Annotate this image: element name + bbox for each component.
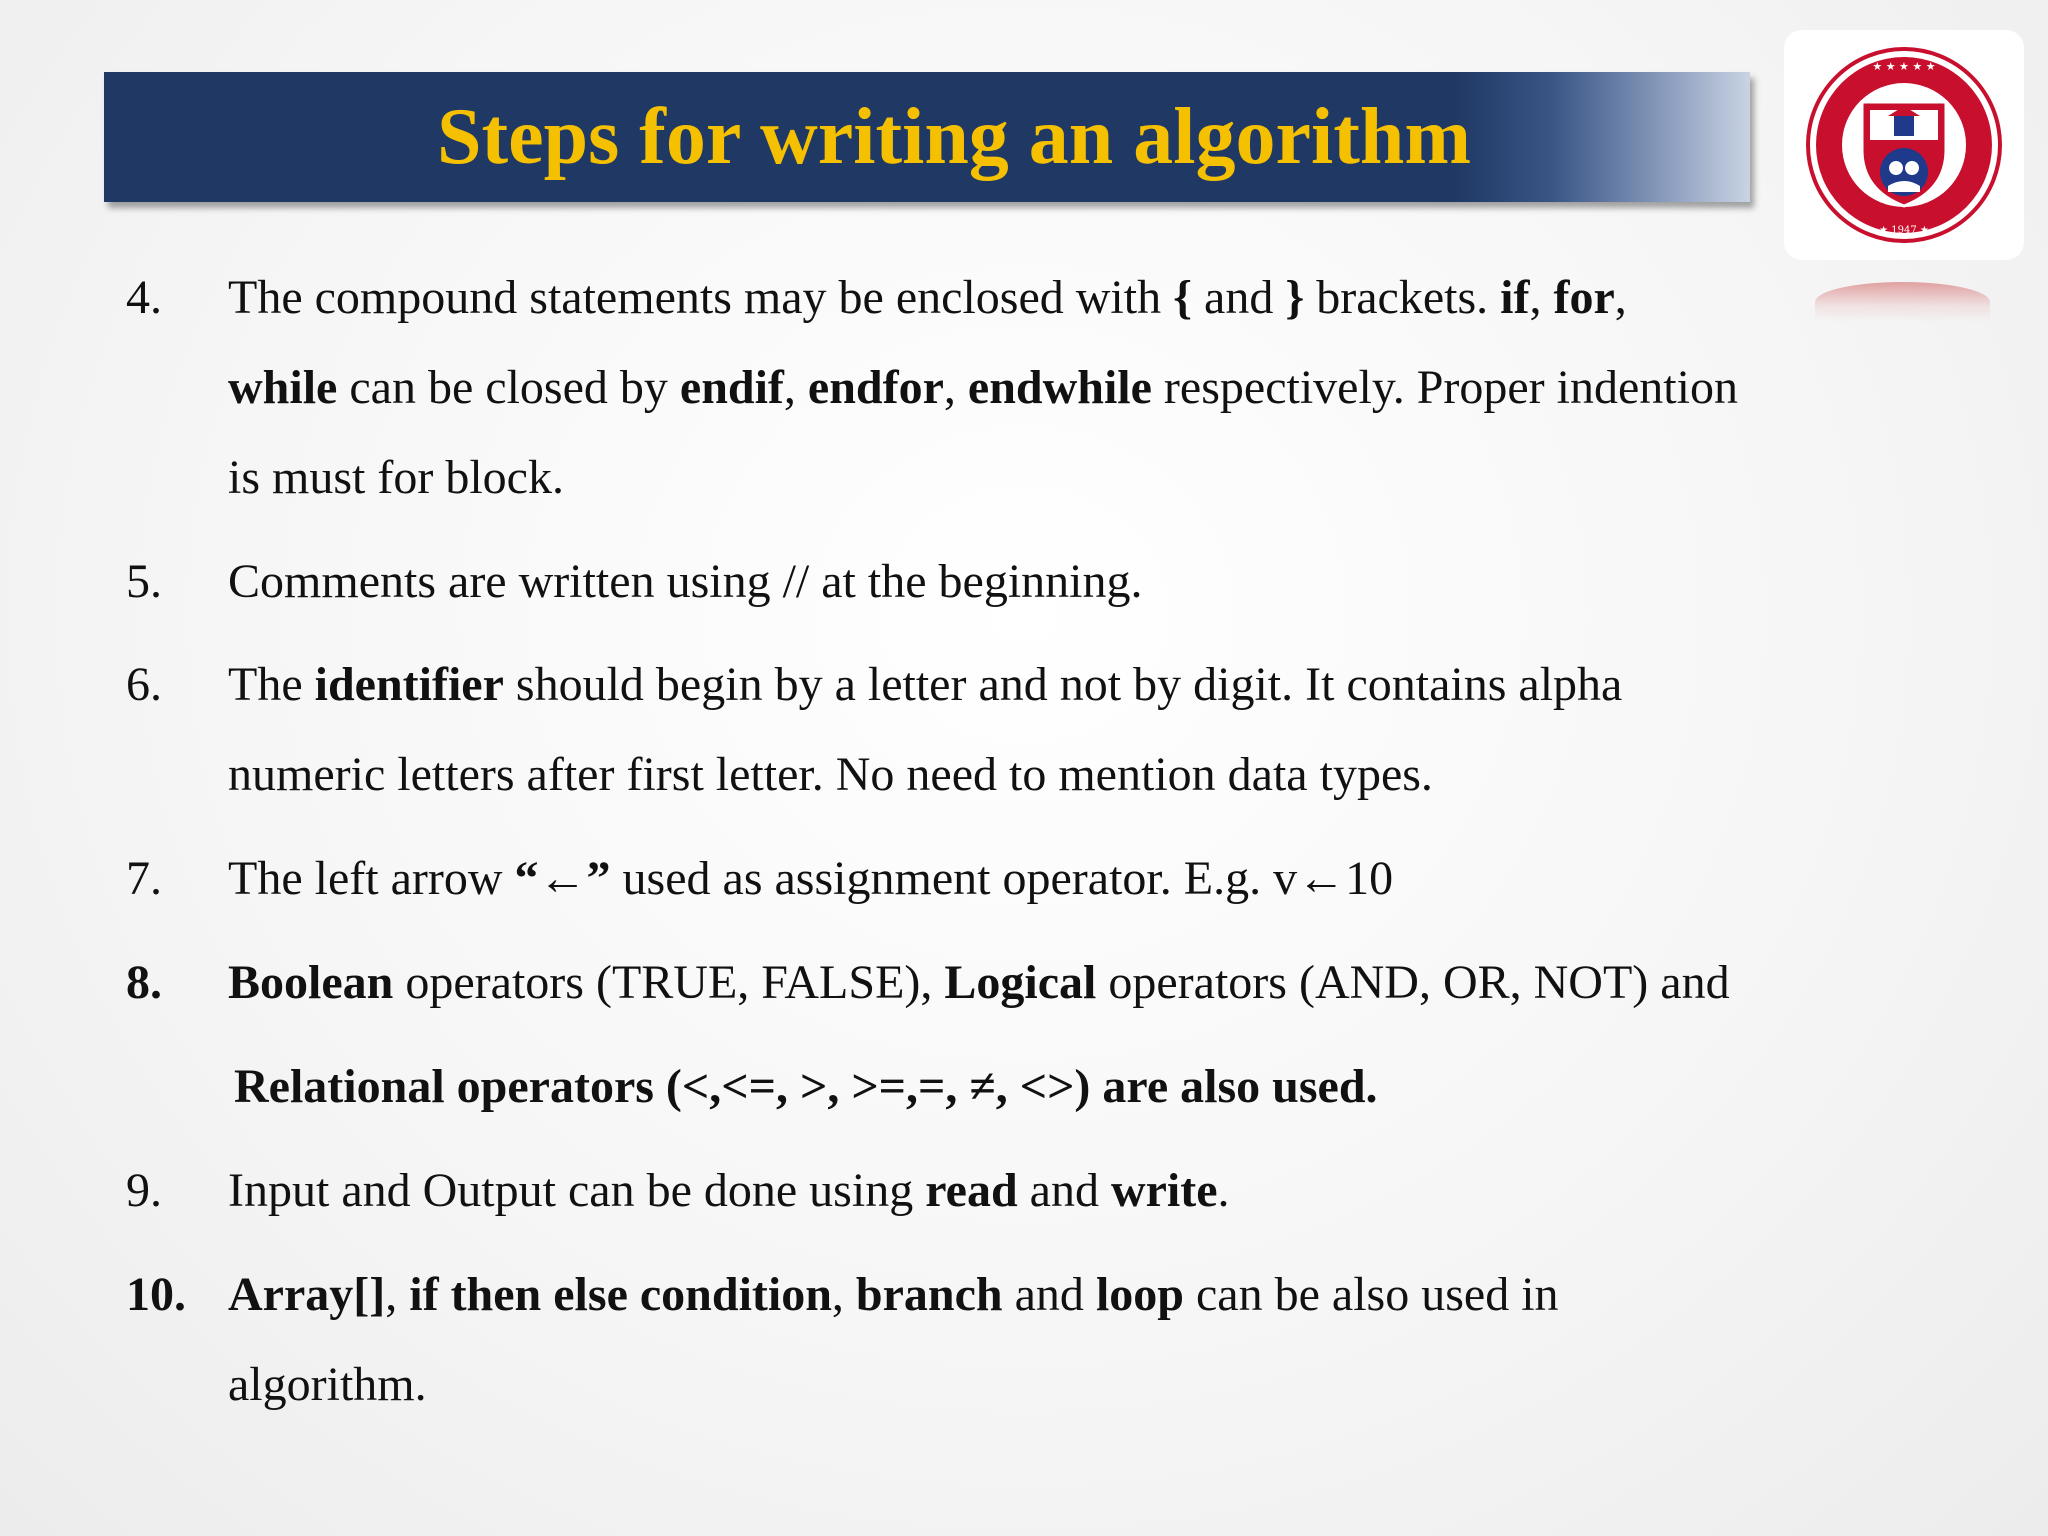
list-item-line	[228, 253, 1627, 343]
text: The compound statements may be enclosed with	[228, 271, 1174, 324]
text: operators (AND, OR, NOT) and	[1096, 956, 1730, 1009]
bold-text: branch	[855, 1268, 1003, 1321]
text: ,	[943, 361, 968, 414]
bold-text: read	[925, 1164, 1018, 1217]
text: ,	[783, 361, 808, 414]
text: algorithm.	[228, 1358, 427, 1411]
bold-text: }	[1285, 271, 1305, 324]
text: The	[228, 658, 315, 711]
bold-text: Logical	[944, 956, 1097, 1009]
bold-text: endfor	[807, 361, 944, 414]
text: respectively. Proper indention	[1151, 361, 1738, 414]
bold-text: “←”	[514, 852, 611, 905]
logo-reflection	[1815, 282, 1990, 322]
list-item-number: 10.	[126, 1268, 186, 1321]
list-item-line	[234, 1042, 1378, 1132]
bold-text: while	[228, 361, 338, 414]
bold-text: write	[1110, 1164, 1218, 1217]
list-item-line	[228, 433, 564, 523]
svg-text:★ ★ ★ ★ ★: ★ ★ ★ ★ ★	[1872, 60, 1936, 73]
text: is must for block.	[228, 451, 564, 504]
list-item-line	[228, 730, 1433, 820]
text: and	[1002, 1268, 1096, 1321]
bold-text: Array[]	[228, 1268, 386, 1321]
text: .	[1217, 1164, 1230, 1217]
list-item-line	[228, 834, 1393, 924]
list-item-number: 7.	[126, 852, 162, 905]
list-item-line	[228, 1340, 427, 1430]
text: should begin by a letter and not by digit. It contains alpha	[503, 658, 1623, 711]
college-seal-icon	[1784, 30, 2024, 260]
text: numeric letters after first letter. No need to mention data types.	[228, 748, 1433, 801]
bold-text: loop	[1095, 1268, 1184, 1321]
bold-text: for	[1553, 271, 1615, 324]
bold-text: if then else condition	[409, 1268, 832, 1321]
list-item-number: 4.	[126, 271, 162, 324]
list-item-number: 5.	[126, 555, 162, 608]
text: Input and Output can be done using	[228, 1164, 926, 1217]
text: can be also used in	[1183, 1268, 1559, 1321]
text: ,	[831, 1268, 856, 1321]
list-item-line	[228, 640, 1622, 730]
bold-text: Boolean	[228, 956, 394, 1009]
list-item-number: 9.	[126, 1164, 162, 1217]
list-item-number: 8.	[126, 956, 162, 1009]
list-item-line	[228, 938, 1730, 1028]
list-item-number: 6.	[126, 658, 162, 711]
slide-title: Steps for writing an algorithm	[436, 92, 1472, 181]
bold-text: identifier	[314, 658, 504, 711]
text: ,	[1614, 271, 1627, 324]
bold-text: if	[1500, 271, 1530, 324]
text: Comments are written using // at the beginning.	[228, 555, 1143, 608]
list-item-line	[228, 1146, 1230, 1236]
text: brackets.	[1304, 271, 1501, 324]
text: used as assignment operator. E.g. v←10	[610, 852, 1394, 905]
bold-text: Relational operators (<,<=, >, >=,=, ≠, <>) are also used.	[234, 1060, 1378, 1113]
text: ,	[385, 1268, 410, 1321]
text: and	[1017, 1164, 1111, 1217]
list-item-line	[228, 537, 1143, 627]
title-bar	[104, 72, 1750, 202]
bold-text: {	[1173, 271, 1193, 324]
svg-text:★ 1947 ★: ★ 1947 ★	[1879, 225, 1929, 236]
text: ,	[1529, 271, 1554, 324]
bold-text: endif	[679, 361, 784, 414]
list-item-line	[228, 1250, 1559, 1340]
text: and	[1192, 271, 1286, 324]
list-item-line	[228, 343, 1738, 433]
text: operators (TRUE, FALSE),	[393, 956, 945, 1009]
bold-text: endwhile	[967, 361, 1152, 414]
text: can be closed by	[337, 361, 680, 414]
text: The left arrow	[228, 852, 515, 905]
college-logo	[1784, 30, 2024, 260]
